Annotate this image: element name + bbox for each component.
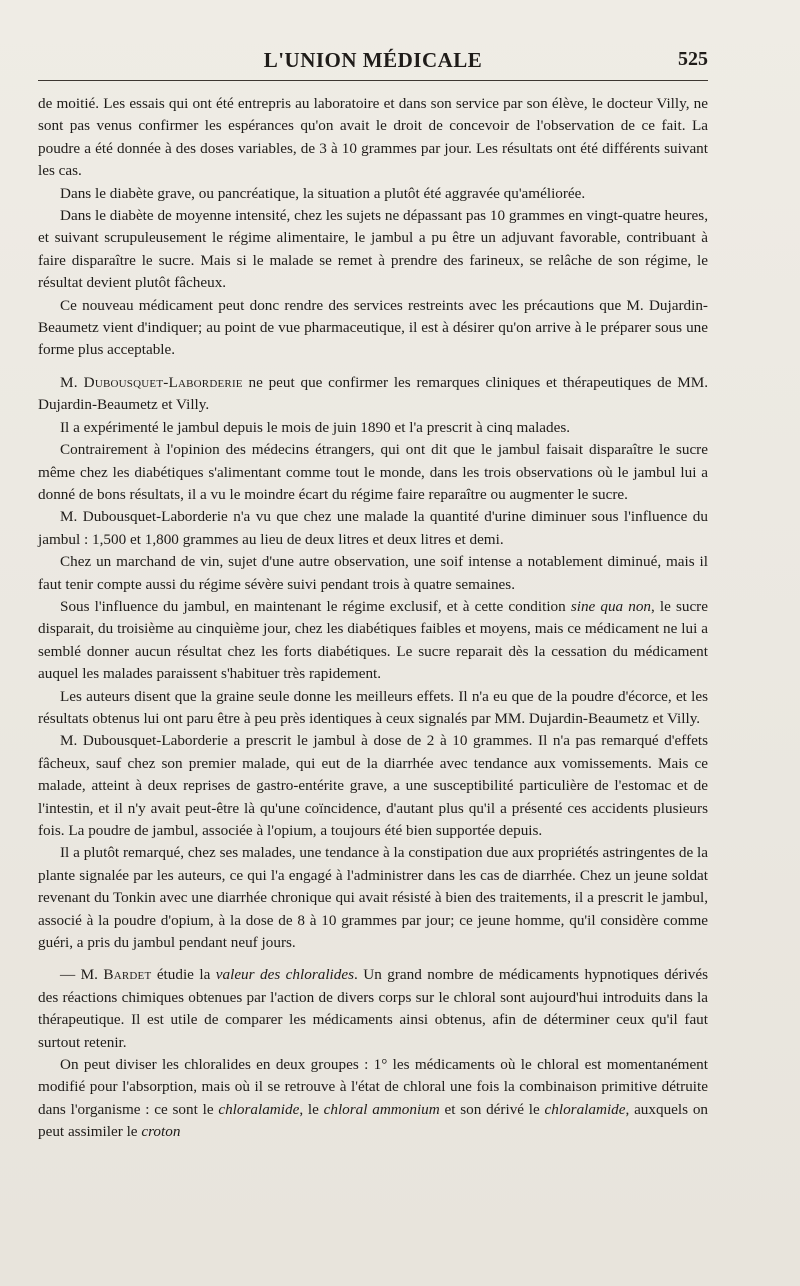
italic-phrase: sine qua non <box>570 597 652 615</box>
paragraph-text: , auxquels on peut assimiler le <box>38 1100 709 1141</box>
italic-term: chloralamide <box>218 1100 300 1118</box>
paragraph-text: Sous l'influence du jambul, en maintenant le régime exclusif, et à cette condition <box>60 597 571 615</box>
italic-term: chloralamide <box>544 1100 626 1118</box>
paragraph-text: , le sucre disparait, du troisième au cinquième jour, chez les diabétiques faibles et moyens, mais ce médicament ne lui a semblé donner aucun résultat chez les forts diabétiques. Le sucre reparait dès la cessation du médicament auquel les malades paraissent s'habituer très rapidement. <box>38 597 708 683</box>
paragraph-experiment: Il a expérimenté le jambul depuis le mois de juin 1890 et l'a prescrit à cinq malades. <box>60 418 571 436</box>
body-text <box>38 93 708 1144</box>
paragraph-conclusion: Ce nouveau médicament peut donc rendre des services restreints avec les précautions que M. Dujardin-Beaumetz vient d'indiquer; au point de vue pharmaceutique, il est à désirer qu'on arrive à le préparer sous une forme plus acceptable. <box>38 296 708 359</box>
running-head: L'UNION MÉDICALE <box>263 48 483 72</box>
paragraph-chloralides <box>38 1054 708 1144</box>
page-number: 525 <box>678 48 708 70</box>
paragraph-moderate-diabetes: Dans le diabète de moyenne intensité, chez les sujets ne dépassant pas 10 grammes en vingt-quatre heures, et suivant scrupuleusement le régime alimentaire, le jambul a pu être un adjuvant favorable, contribuant à faire disparaître le sucre. Mais si le malade se remet à prendre des farineux, se relâche de son régime, le résultat devient plutôt fâcheux. <box>38 207 708 292</box>
italic-term: croton <box>141 1123 181 1141</box>
paragraph-urine: M. Dubousquet-Laborderie n'a vu que chez une malade la quantité d'urine diminuer sous l'influence du jambul : 1,500 et 1,800 grammes au lieu de deux litres et deux litres et demi. <box>38 508 708 548</box>
paragraph-text: et son dérivé le <box>439 1100 545 1118</box>
paragraph-text: étudie la <box>151 966 216 984</box>
paragraph-bardet <box>38 964 708 1054</box>
italic-term: chloral ammonium <box>323 1100 440 1118</box>
paragraph-seed: Les auteurs disent que la graine seule donne les meilleurs effets. Il n'a eu que de la poudre d'écorce, et les résultats obtenus lui ont paru être à peu près identiques à ceux signalés par MM. Dujardin-Beaumetz et Villy. <box>38 687 708 727</box>
paragraph-dubousquet-intro <box>38 372 708 417</box>
page-header <box>38 40 708 80</box>
paragraph-text: , le <box>299 1100 324 1118</box>
header-rule <box>38 80 708 81</box>
paragraph-contrary-opinion: Contrairement à l'opinion des médecins étrangers, qui ont dit que le jambul faisait disparaître le sucre même chez les diabétiques s'alimentant comme tout le monde, dans les trois observations où le jambul lui a donné de bons résultats, il a vu le moindre écart du régime faire reparaître ou augmenter le sucre. <box>38 441 708 503</box>
paragraph-continued: de moitié. Les essais qui ont été entrepris au laboratoire et dans son service par son élève, le docteur Villy, ne sont pas venus confirmer les espérances qu'on avait le droit de concevoir de l'observation de ce fait. La poudre a été donnée à des doses variables, de 3 à 10 grammes par jour. Les résultats ont été différents suivant les cas. <box>38 95 708 180</box>
speaker-name: Bardet <box>103 966 152 984</box>
paragraph-dosage: M. Dubousquet-Laborderie a prescrit le jambul à dose de 2 à 10 grammes. Il n'a pas remarqué d'effets fâcheux, sauf chez son premier malade, qui eut de la diarrhée avec tendance aux vomissements. Mais ce malade, atteint à deux reprises de gastro-entérite grave, a une susceptibilité particulière de l'estomac et de l'intestin, et il n'y avait peut-être là qu'une coïncidence, d'autant plus qu'il a présenté ces accidents plusieurs fois. La poudre de jambul, associée à l'opium, a toujours été bien supportée depuis. <box>38 732 708 839</box>
paragraph-severe-diabetes: Dans le diabète grave, ou pancréatique, la situation a plutôt été aggravée qu'améliorée. <box>60 184 586 202</box>
italic-phrase: valeur des chloralides <box>215 966 355 984</box>
paragraph-wine-merchant: Chez un marchand de vin, sujet d'une autre observation, une soif intense a notablement diminué, mais il faut tenir compte aussi du régime sévère suivi pendant trois à quatre semaines. <box>38 553 708 593</box>
paragraph-text: . Un grand nombre de médicaments hypnotiques dérivés des réactions chimiques obtenues par l'action de divers corps sur le chloral sont aujourd'hui introduits dans la thérapeutique. Il est utile de comparer les médicaments ainsi obtenus, afin de déterminer ceux qu'il faut surtout retenir. <box>38 966 708 1051</box>
paragraph-constipation: Il a plutôt remarqué, chez ses malades, une tendance à la constipation due aux propriétés astringentes de la plante signalée par les auteurs, ce qui l'a engagé à l'administrer dans les cas de diarrhée. Chez un jeune soldat revenant du Tonkin avec une diarrhée chronique qui avait résisté à bien des traitements, il a prescrit le jambul, associé à la poudre d'opium, à la dose de 8 à 10 grammes par jour; ce jeune homme, qu'il considère comme guéri, a pris du jambul pendant neuf jours. <box>38 844 708 952</box>
paragraph-text: ne peut que confirmer les remarques cliniques et thérapeutiques de MM. Dujardin-Beaumetz et Villy. <box>38 373 708 414</box>
paragraph-exclusive-regime <box>38 596 708 686</box>
paragraph-text: — M. <box>60 966 104 984</box>
speaker-name: M. Dubousquet-Laborderie <box>60 373 243 391</box>
paragraph-text: On peut diviser les chloralides en deux groupes : 1° les médicaments où le chloral est momentanément modifié pour l'absorption, mais où il se retrouve à l'état de chloral une fois la combinaison primitive détruite dans l'organisme : ce sont le <box>38 1056 708 1118</box>
